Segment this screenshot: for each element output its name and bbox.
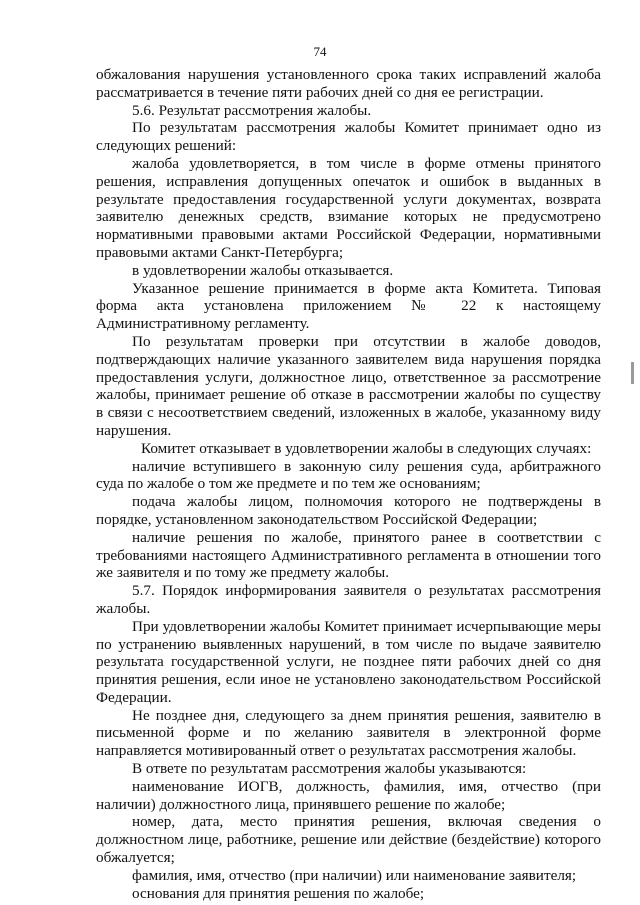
paragraph: При удовлетворении жалобы Комитет принимает исчерпывающие меры по устранению выявленных нарушений, в том числе по выдаче заявителю результата государственной услуги, не позднее пяти рабочих дней со дня принятия решения, если иное не установлено законодательством Российской Федерации.: [96, 617, 601, 706]
list-item: наименование ИОГВ, должность, фамилия, имя, отчество (при наличии) должностного лица, принявшего решение по жалобе;: [96, 777, 601, 813]
list-item: основания для принятия решения по жалобе;: [132, 884, 425, 902]
body-text: [96, 66, 601, 902]
list-item: номер, дата, место принятия решения, включая сведения о должностном лице, работнике, решение или действие (бездействие) которого обжалуется;: [96, 813, 601, 867]
scan-edge-mark: [631, 362, 634, 384]
list-item: подача жалобы лицом, полномочия которого не подтверждены в порядке, установленном законодательством Российской Федерации;: [96, 493, 601, 528]
paragraph: Комитет отказывает в удовлетворении жалобы в следующих случаях:: [141, 439, 592, 457]
paragraph: В ответе по результатам рассмотрения жалобы указываются:: [132, 760, 527, 778]
section-heading-5-7: 5.7. Порядок информирования заявителя о результатах рассмотрения жалобы.: [96, 582, 601, 617]
paragraph: По результатам проверки при отсутствии в жалобе доводов, подтверждающих наличие указанного заявителем вида нарушения порядка предоставления услуги, должностное лицо, ответственное за рассмотрение жалобы, принимает решение об отказе в рассмотрении жалобы по существу в связи с несоответствием сведений, изложенных в жалобе, указанному виду нарушения.: [96, 332, 601, 439]
list-item: наличие вступившего в законную силу решения суда, арбитражного суда по жалобе о том же предмете и по тем же основаниям;: [96, 457, 601, 493]
list-item: фамилия, имя, отчество (при наличии) или наименование заявителя;: [132, 866, 577, 884]
list-item: наличие решения по жалобе, принятого ранее в соответствии с требованиями настоящего Административного регламента в отношении того же заявителя и по тому же предмету жалобы.: [96, 528, 601, 582]
section-heading-5-6: 5.6. Результат рассмотрения жалобы.: [132, 101, 372, 119]
paragraph: По результатам рассмотрения жалобы Комитет принимает одно из следующих решений:: [96, 119, 601, 155]
paragraph: Указанное решение принимается в форме акта Комитета. Типовая форма акта установлена приложением № 22 к настоящему Административному регламенту.: [96, 279, 601, 333]
paragraph-continuation: обжалования нарушения установленного срока таких исправлений жалоба рассматривается в течение пяти рабочих дней со дня ее регистрации.: [96, 66, 601, 101]
page-number: 74: [313, 44, 327, 59]
list-item: жалоба удовлетворяется, в том числе в форме отмены принятого решения, исправления допущенных опечаток и ошибок в выданных в результате предоставления государственной услуги документах, возврата заявителю денежных средств, взимание которых не предусмотрено нормативными правовыми актами Российской Федерации, нормативными правовыми актами Санкт-Петербурга;: [96, 154, 601, 261]
list-item: в удовлетворении жалобы отказывается.: [132, 261, 394, 279]
paragraph: Не позднее дня, следующего за днем принятия решения, заявителю в письменной форме и по желанию заявителя в электронной форме направляется мотивированный ответ о результатах рассмотрения жалобы.: [96, 706, 601, 760]
